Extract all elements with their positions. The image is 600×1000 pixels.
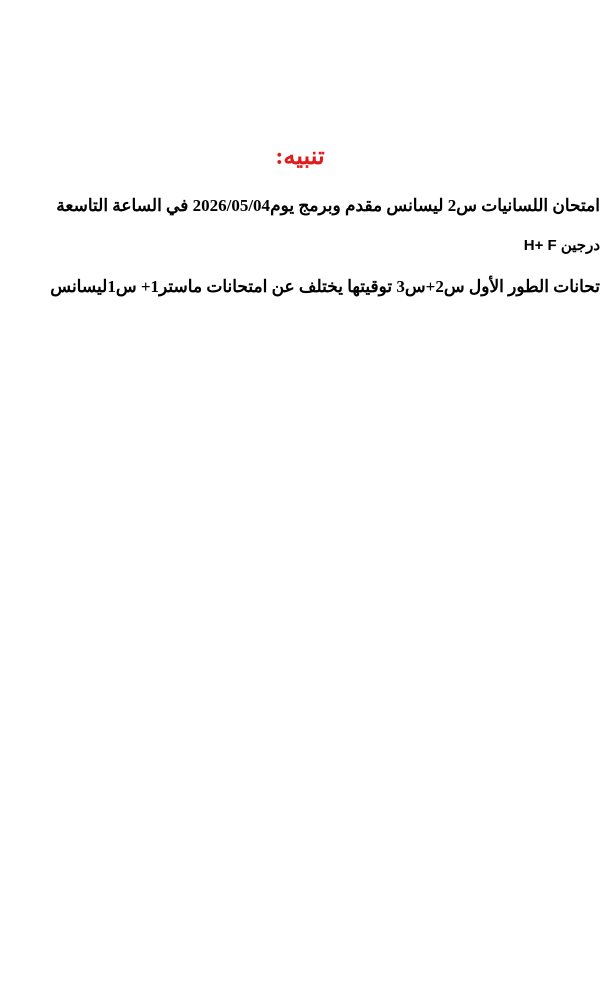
notice-line-schedule-difference: تحانات الطور الأول س2+س3 توقيتها يختلف عن امتحانات ماستر1+ س1ليسانس [50,277,600,296]
notice-title: تنبيه: [275,144,325,170]
notice-line-exam-date: امتحان اللسانيات س2 ليسانس مقدم وبرمج يوم2026/05/04 في الساعة التاسعة [56,196,600,215]
notice-line-groups: درجين H+ F [523,237,600,254]
